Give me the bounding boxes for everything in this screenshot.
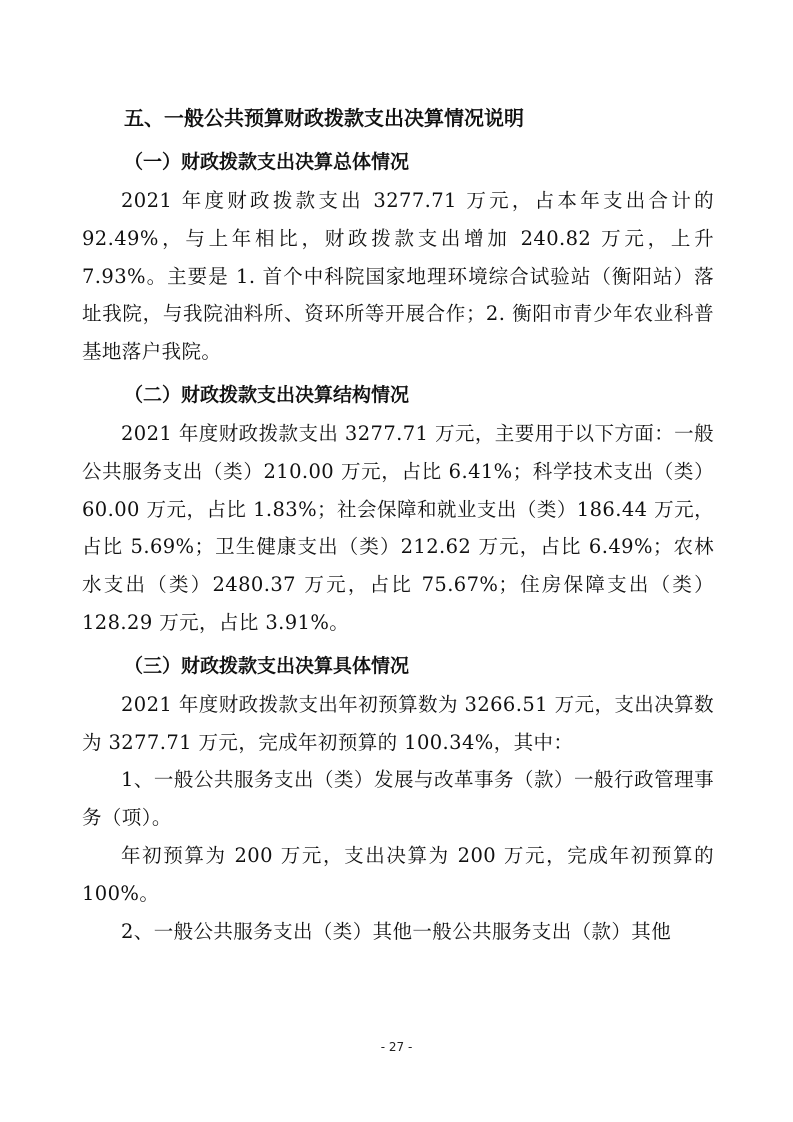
paragraph: 2021 年度财政拨款支出 3277.71 万元，占本年支出合计的 92.49%，与上年相比，财政拨款支出增加 240.82 万元，上升 7.93%。主要是 1. 首个中科院国家地理环境综合试验站（衡阳站）落址我院，与我院油料所、资环所等开展合作；2. 衡阳市青少年农业科普基地落户我院。 [82,189,714,364]
paragraph: 2021 年度财政拨款支出 3277.71 万元，主要用于以下方面：一般公共服务支出（类）210.00 万元，占比 6.41%；科学技术支出（类）60.00 万元，占比 1.83%；社会保障和就业支出（类）186.44 万元，占比 5.69%；卫生健康支出（类）212.62 万元，占比 6.49%；农林水支出（类）2480.37 万元，占比 75.67%；住房保障支出（类）128.29 万元，占比 3.91%。 [82,421,714,634]
document-body [82,98,714,950]
paragraph: 1、一般公共服务支出（类）发展与改革事务（款）一般行政管理事务（项）。 [82,768,714,830]
paragraph: 2、一般公共服务支出（类）其他一般公共服务支出（款）其他 [121,919,672,943]
section-title: 五、一般公共预算财政拨款支出决算情况说明 [124,106,524,130]
subsection-heading-3: （三）财政拨款支出决算具体情况 [124,654,410,677]
subsection-heading-2: （二）财政拨款支出决算结构情况 [124,383,410,406]
paragraph: 2021 年度财政拨款支出年初预算数为 3266.51 万元，支出决算数为 3277.71 万元，完成年初预算的 100.34%，其中： [82,692,714,754]
subsection-heading-1: （一）财政拨款支出决算总体情况 [124,151,410,173]
page-number: - 27 - [380,1040,413,1054]
paragraph: 年初预算为 200 万元，支出决算为 200 万元，完成年初预算的 100%。 [82,843,714,905]
